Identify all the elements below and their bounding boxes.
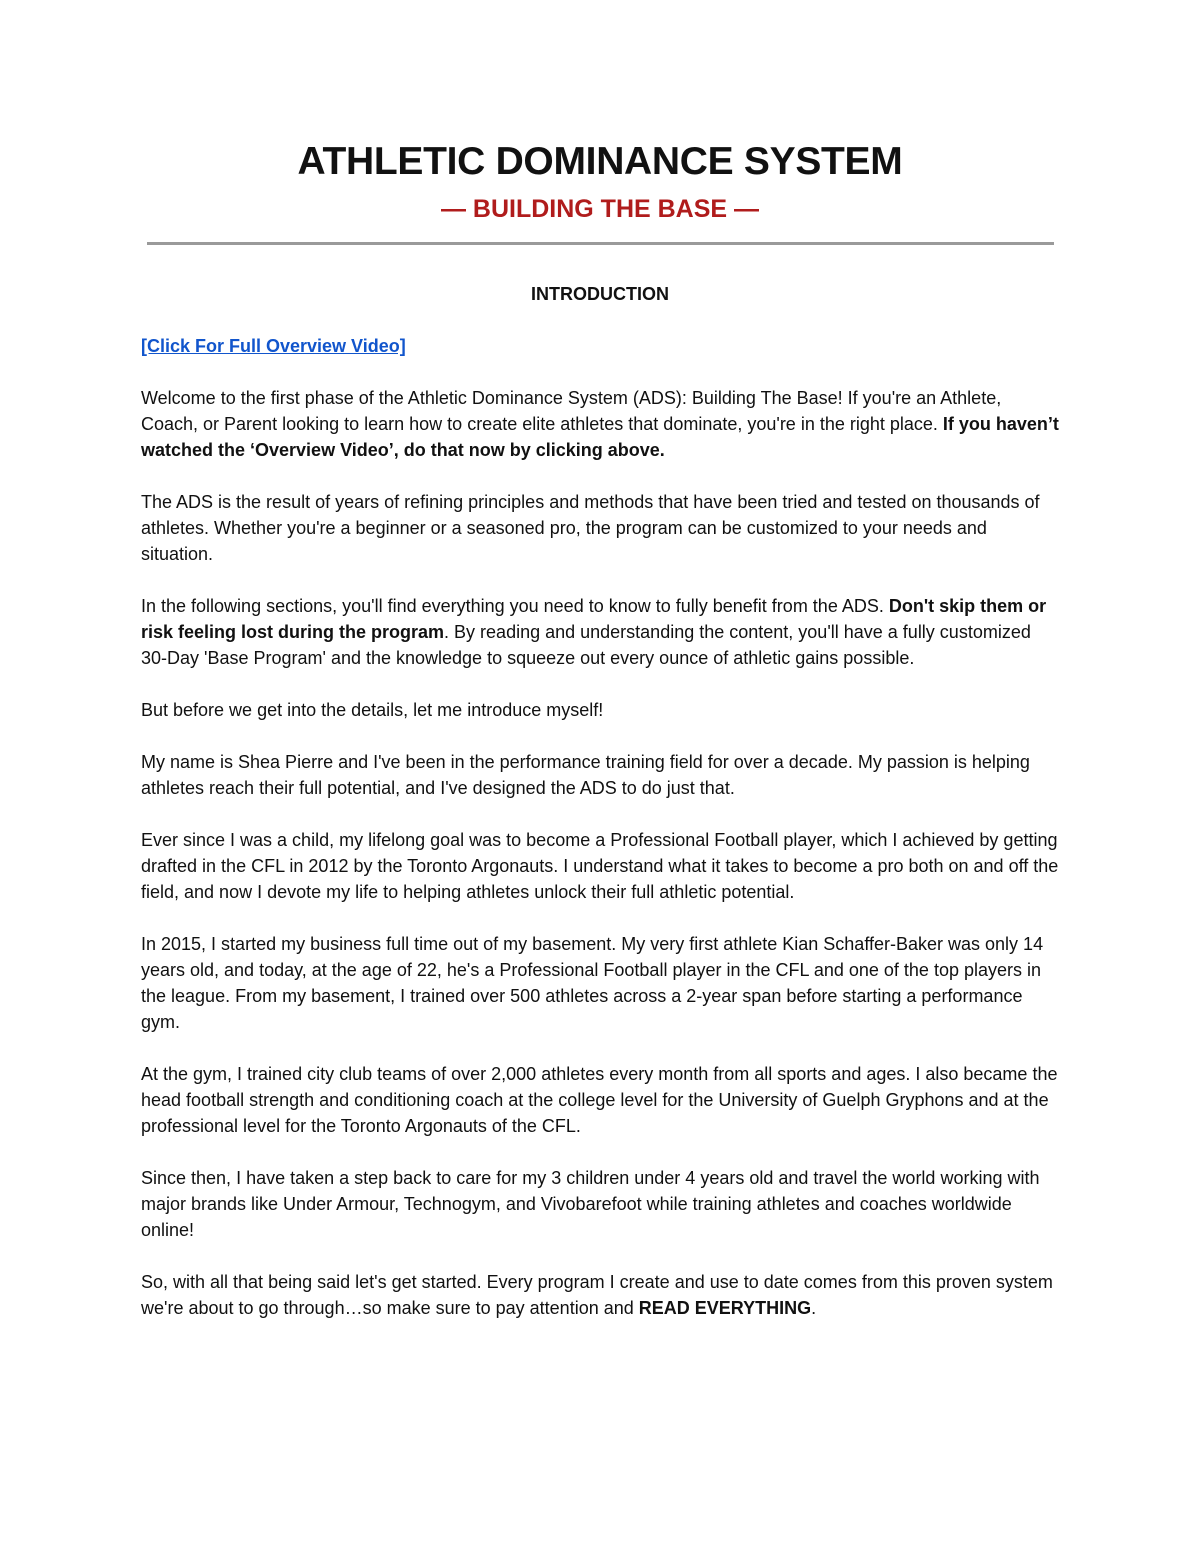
paragraph-text: At the gym, I trained city club teams of over 2,000 athletes every month from all sports and ages. I also became the head football strength and conditioning coach at the college level for the University of Guelph Gryphons and at the professional level for the Toronto Argonauts of the CFL. (141, 1064, 1058, 1136)
paragraph-my-name (141, 749, 1061, 801)
paragraph-text: The ADS is the result of years of refining principles and methods that have been tried and tested on thousands of athletes. Whether you're a beginner or a seasoned pro, the program can be customized to your needs and situation. (141, 492, 1040, 564)
paragraph-get-started (141, 1269, 1061, 1321)
paragraph-text: Ever since I was a child, my lifelong goal was to become a Professional Football player, which I achieved by getting drafted in the CFL in 2012 by the Toronto Argonauts. I understand what it takes to become a pro both on and off the field, and now I devote my life to helping athletes unlock their full athletic potential. (141, 830, 1059, 902)
document-title: ATHLETIC DOMINANCE SYSTEM (297, 140, 903, 183)
paragraph-text: . (811, 1298, 817, 1318)
document-subtitle: — BUILDING THE BASE — (440, 195, 760, 223)
paragraph-text: In the following sections, you'll find everything you need to know to fully benefit from the ADS. (141, 596, 889, 616)
paragraph-text: . By reading and understanding the content, you'll have a fully customized 30-Day 'Base Program' and the knowledge to squeeze out every ounce of athletic gains possible. (141, 622, 1031, 668)
horizontal-divider (147, 242, 1054, 245)
paragraph-text: My name is Shea Pierre and I've been in the performance training field for over a decade. My passion is helping athletes reach their full potential, and I've designed the ADS to do just that. (141, 752, 1030, 798)
paragraph-bold-text: Don't skip them or risk feeling lost during the program (141, 596, 1047, 642)
overview-video-link[interactable]: [Click For Full Overview Video] (141, 336, 406, 356)
section-heading-introduction: INTRODUCTION (531, 284, 669, 304)
paragraph-welcome (141, 385, 1061, 463)
paragraph-since-then (141, 1165, 1061, 1243)
paragraph-2015 (141, 931, 1061, 1035)
paragraph-introduce (141, 697, 1061, 723)
paragraph-text: Welcome to the first phase of the Athletic Dominance System (ADS): Building The Base! If you're an Athlete, Coach, or Parent looking to learn how to create elite athletes that dominate, you're in the right place. (141, 388, 1002, 434)
paragraph-ads-result (141, 489, 1061, 567)
paragraph-gym (141, 1061, 1061, 1139)
paragraph-lifelong-goal (141, 827, 1061, 905)
paragraph-bold-text: READ EVERYTHING (638, 1298, 812, 1318)
document-body (141, 385, 1061, 1347)
paragraph-following-sections (141, 593, 1061, 671)
paragraph-bold-text: If you haven’t watched the ‘Overview Video’, do that now by clicking above. (141, 414, 1059, 460)
paragraph-text: But before we get into the details, let me introduce myself! (141, 700, 604, 720)
paragraph-text: Since then, I have taken a step back to care for my 3 children under 4 years old and travel the world working with major brands like Under Armour, Technogym, and Vivobarefoot while training athletes and coaches worldwide online! (141, 1168, 1040, 1240)
paragraph-text: In 2015, I started my business full time out of my basement. My very first athlete Kian Schaffer-Baker was only 14 years old, and today, at the age of 22, he's a Professional Football player in the CFL and one of the top players in the league. From my basement, I trained over 500 athletes across a 2-year span before starting a performance gym. (141, 934, 1044, 1032)
paragraph-text: So, with all that being said let's get started. Every program I create and use to date comes from this proven system we're about to go through…so make sure to pay attention and (141, 1272, 1053, 1318)
